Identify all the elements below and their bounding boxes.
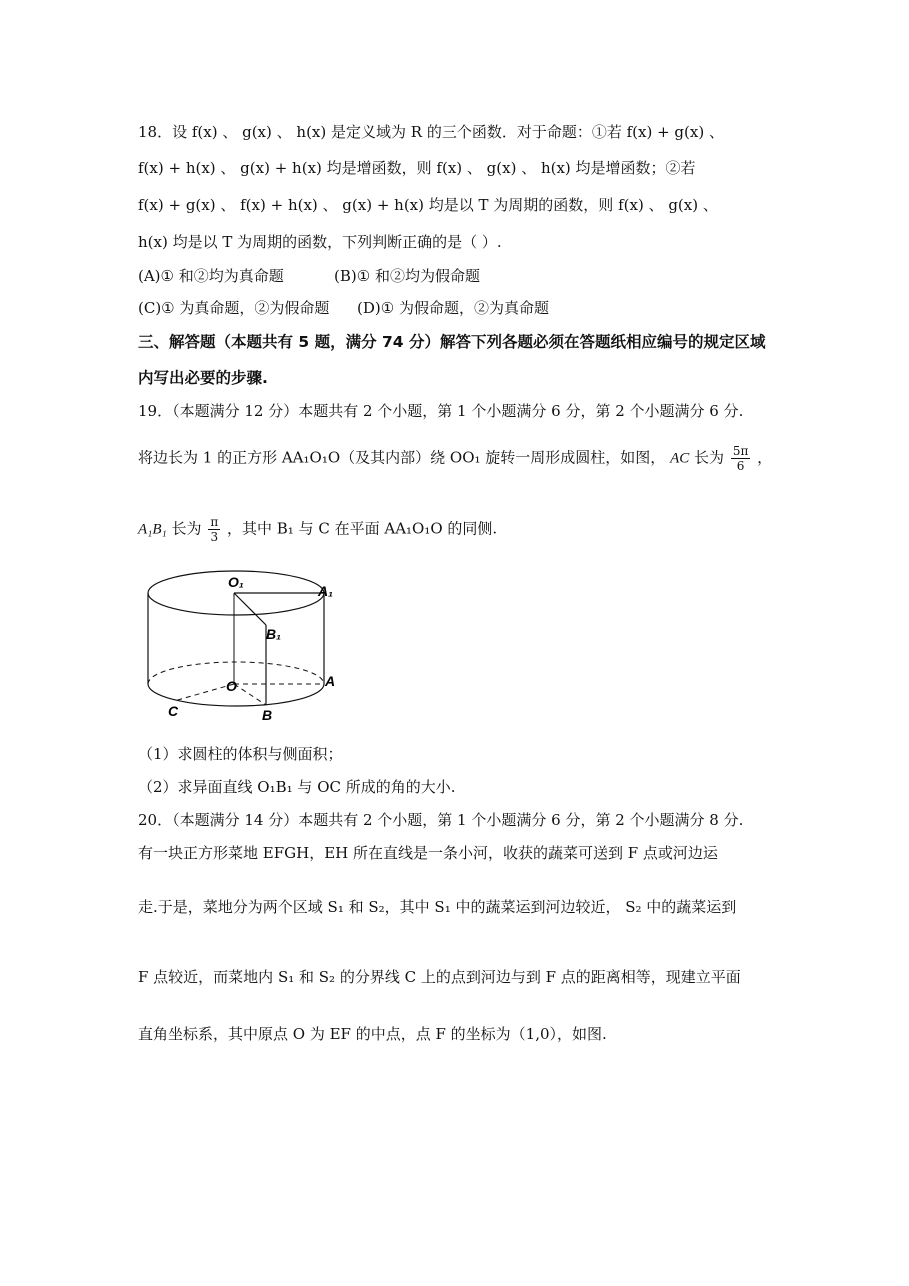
q18-option-d: (D)① 为假命题，②为真命题: [357, 299, 549, 317]
arc-ac-label: AC: [670, 450, 690, 467]
segment-oc: [174, 684, 234, 701]
label-a1: A₁: [318, 583, 334, 599]
q18-line4: h(x) 均是以 T 为周期的函数，下列判断正确的是（ ）.: [138, 233, 502, 251]
q19-line3-length: 长为: [171, 519, 202, 538]
arc-a1b1-label: A₁B₁: [138, 521, 167, 538]
fraction-pi-over-3: [208, 515, 220, 544]
label-b1: B₁: [266, 626, 282, 642]
cylinder-figure: [138, 560, 348, 725]
q19-line2-text: 将边长为 1 的正方形 AA₁O₁O（及其内部）绕 OO₁ 旋转一周形成圆柱，如图，: [138, 448, 666, 467]
fraction-denominator: 6: [736, 459, 745, 473]
label-b: B: [262, 707, 273, 723]
q19-part1: （1）求圆柱的体积与侧面积；: [138, 745, 343, 763]
fraction-numerator: π: [210, 515, 219, 529]
label-c: C: [168, 703, 179, 719]
q19-line2-end: ，: [757, 448, 773, 467]
label-o1: O₁: [228, 574, 244, 590]
segment-o1b1: [234, 593, 266, 625]
q19-line1: 19．（本题满分 12 分）本题共有 2 个小题，第 1 个小题满分 6 分，第 2 个小题满分 6 分.: [138, 402, 744, 420]
q18-option-a: (A)① 和②均为真命题: [138, 267, 284, 285]
fraction-denominator: 3: [210, 530, 219, 544]
q20-line2: 有一块正方形菜地 EFGH，EH 所在直线是一条小河，收获的蔬菜可送到 F 点或河边运: [138, 844, 718, 862]
q19-line2: [138, 444, 772, 473]
q20-line3: 走.于是，菜地分为两个区域 S₁ 和 S₂，其中 S₁ 中的蔬菜运到河边较近， S₂ 中的蔬菜运到: [138, 898, 737, 916]
q19-line3: [138, 515, 497, 544]
q19-line3-text: ，其中 B₁ 与 C 在平面 AA₁O₁O 的同侧.: [227, 519, 498, 538]
q18-line3: f(x) + g(x) 、 f(x) + h(x) 、 g(x) + h(x) 均是以 T 为周期的函数，则 f(x) 、 g(x) 、: [138, 196, 718, 214]
label-a: A: [325, 673, 336, 689]
q20-line1: 20．（本题满分 14 分）本题共有 2 个小题，第 1 个小题满分 6 分，第 2 个小题满分 8 分.: [138, 811, 744, 829]
fraction-5pi-over-6: [731, 444, 751, 473]
q18-line1: 18．设 f(x) 、 g(x) 、 h(x) 是定义域为 R 的三个函数．对于命题：①若 f(x) + g(x) 、: [138, 123, 724, 141]
fraction-numerator: 5π: [732, 444, 749, 458]
q19-part2: （2）求异面直线 O₁B₁ 与 OC 所成的角的大小.: [138, 778, 456, 796]
q20-line4: F 点较近，而菜地内 S₁ 和 S₂ 的分界线 C 上的点到河边与到 F 点的距离相等，现建立平面: [138, 968, 741, 986]
q19-line2-length: 长为: [694, 448, 725, 467]
segment-ob: [234, 684, 266, 705]
q20-line5: 直角坐标系，其中原点 O 为 EF 的中点，点 F 的坐标为（1,0），如图.: [138, 1025, 607, 1043]
section3-heading-line1: 三、解答题（本题共有 5 题，满分 74 分）解答下列各题必须在答题纸相应编号的规定区域: [138, 333, 766, 351]
q18-option-c: (C)① 为真命题，②为假命题: [138, 299, 330, 317]
label-o: O: [226, 678, 237, 694]
section3-heading-line2: 内写出必要的步骤.: [138, 369, 268, 387]
q18-line2: f(x) + h(x) 、 g(x) + h(x) 均是增函数，则 f(x) 、 g(x) 、 h(x) 均是增函数；②若: [138, 159, 696, 177]
q18-option-b: (B)① 和②均为假命题: [334, 267, 480, 285]
